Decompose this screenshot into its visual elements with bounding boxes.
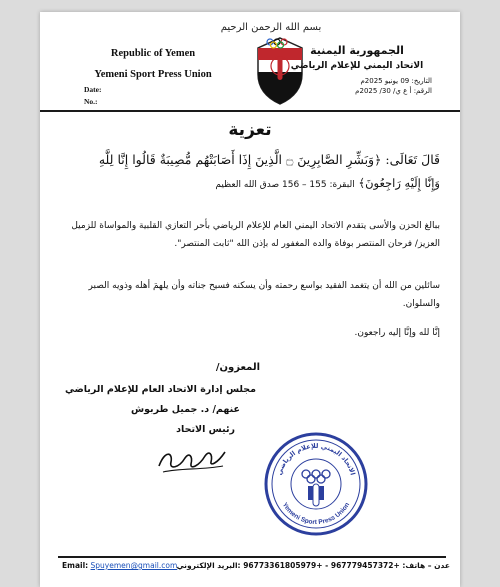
document-title: تعزية bbox=[228, 120, 272, 140]
country-name-ar: الجمهورية اليمنية bbox=[310, 44, 404, 57]
reference-ar: الرقم: أ ع ي/ 30/ 2025م bbox=[355, 87, 432, 95]
email-label: Email: bbox=[62, 561, 89, 570]
official-stamp bbox=[262, 430, 370, 538]
contact-phones: عدن – هاتف: +967779457372 - +96773361805979 :البريد الإلكتروني bbox=[176, 561, 450, 570]
header-divider bbox=[40, 110, 460, 112]
footer bbox=[62, 561, 452, 570]
header-left bbox=[78, 48, 228, 106]
condolence-paragraph: ببالغ الحزن والأسى يتقدم الاتحاد اليمني العام للإعلام الرياضي بأحر التعازي القلبية والمواساة للزميل العزيز/ فرحان المنتصر بوفاة والده المغفور له بإذن الله "ثابت المنتصر". bbox=[71, 221, 440, 249]
signatories-label: المعزون/ bbox=[215, 362, 260, 373]
board-name: مجلس إدارة الاتحاد العام للإعلام الرياضي bbox=[64, 384, 256, 395]
closing-line: إنَّا لله وإنَّا إليه راجعون. bbox=[354, 328, 440, 338]
quran-verse-line1: قَالَ تَعَالَى: ﴿وَبَشِّرِ الصَّابِرِينَ ۝ الَّذِينَ إِذَا أَصَابَتْهُم مُّصِيبَةٌ قَالُوا إِنَّا لِلَّهِ bbox=[98, 152, 440, 167]
country-name-en: Republic of Yemen bbox=[110, 48, 196, 59]
prayer-paragraph: سائلين من الله أن يتغمد الفقيد بواسع رحمته وأن يسكنه فسيح جناته وأن يلهمَ أهله وذويه الصبر والسلوان. bbox=[88, 281, 440, 309]
org-name-en: Yemeni Sport Press Union bbox=[94, 69, 212, 80]
quran-verse-line2 bbox=[60, 176, 440, 190]
footer-divider bbox=[58, 556, 446, 558]
date-ar: التاريخ: 09 يونيو 2025م bbox=[360, 77, 432, 85]
basmala: بسم الله الرحمن الرحيم bbox=[220, 22, 322, 33]
date-label: Date: bbox=[84, 85, 102, 94]
number-label: No.: bbox=[84, 97, 98, 106]
quran-verse-text: وَإِنَّا إِلَيْهِ رَاجِعُونَ﴾ bbox=[358, 176, 440, 190]
stamp-english-text: Yemeni Sport Press Union bbox=[280, 501, 352, 527]
signatory-name: عنهم/ د. جميل طربوش bbox=[130, 404, 240, 415]
org-name-ar: الاتحاد اليمني للإعلام الرياضي bbox=[290, 61, 424, 71]
email-link[interactable]: Spuyemen@gmail.com bbox=[90, 561, 178, 570]
handwritten-signature bbox=[155, 444, 230, 476]
verse-reference: البقرة: 155 – 156 صدق الله العظيم bbox=[215, 180, 355, 190]
stamp-arabic-text: الاتحاد اليمني للإعلام الرياضي bbox=[275, 441, 357, 477]
header-right bbox=[282, 44, 432, 95]
letter-page bbox=[40, 12, 460, 587]
signatory-title: رئيس الاتحاد bbox=[176, 424, 235, 435]
